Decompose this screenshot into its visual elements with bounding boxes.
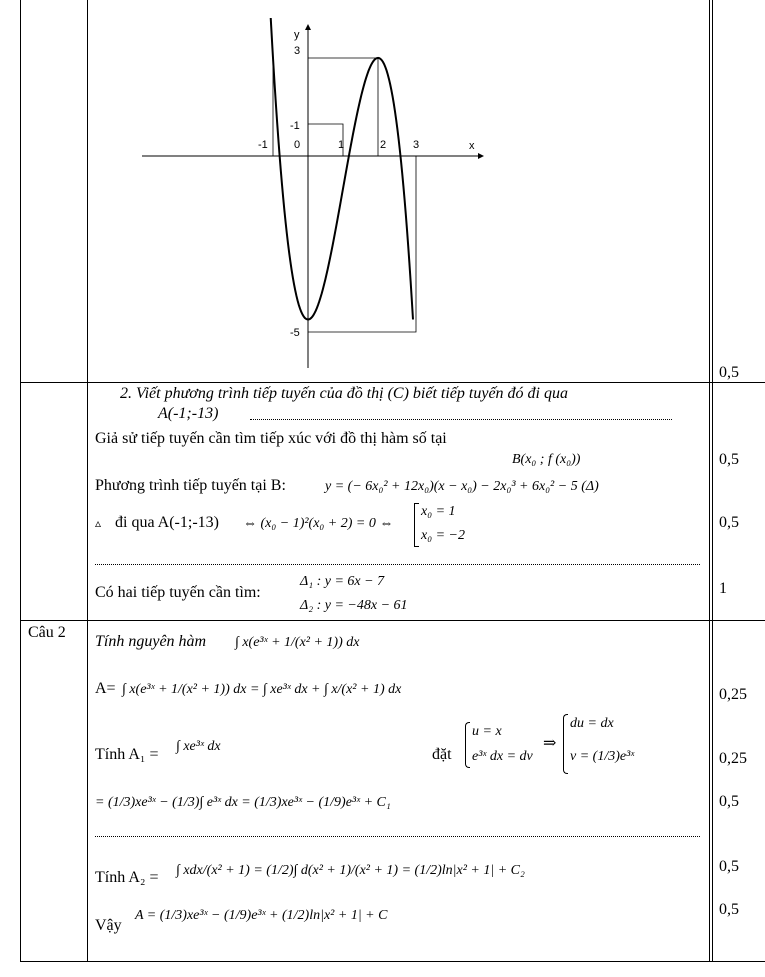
tick-x-3: 3: [413, 139, 420, 151]
tick-x-2: 2: [380, 139, 387, 151]
tangent-1: Δ₁ : y = 6x − 7: [300, 574, 385, 589]
substitution-du: du = dx: [570, 716, 614, 731]
guide-min: [308, 156, 416, 332]
substitution-dv: e³ˣ dx = dv: [472, 749, 533, 764]
score-a1-result: 0,5: [719, 793, 739, 810]
score-a: 0,25: [719, 686, 747, 703]
tangent-equation-label: Phương trình tiếp tuyến tại B:: [95, 477, 286, 494]
tick-x-0: 0: [294, 139, 301, 151]
substitution-v: v = (1/3)e³ˣ: [570, 749, 635, 764]
a1-result: = (1/3)xe³ˣ − (1/3)∫ e³ˣ dx = (1/3)xe³ˣ − (1/9)e³ˣ + C₁: [95, 795, 391, 810]
row2-score-2: 0,5: [719, 514, 739, 531]
tick-y-neg5: -5: [290, 327, 300, 339]
solution-2: x₀ = −2: [421, 528, 465, 543]
x-axis-arrow: [478, 153, 484, 159]
row-divider-2: [20, 620, 765, 621]
solution-bracket: [414, 503, 419, 547]
row2-dots: [95, 564, 700, 565]
row3-dots: [95, 836, 700, 837]
table-border-col3: [712, 0, 713, 962]
point-b: B(x₀ ; f (x₀)): [512, 452, 581, 467]
a-formula: ∫ x(e³ˣ + 1/(x² + 1)) dx = ∫ xe³ˣ dx + ∫ x/(x² + 1) dx: [122, 682, 402, 697]
table-border-bottom: [20, 961, 765, 962]
table-border-col1: [87, 0, 88, 962]
tick-x-1: 1: [338, 139, 345, 151]
tick-y-3: 3: [294, 45, 301, 57]
table-border-col2: [709, 0, 710, 962]
table-border-left: [20, 0, 21, 962]
a1-formula: ∫ xe³ˣ dx: [176, 739, 221, 754]
row1-score: 0,5: [719, 364, 739, 381]
final-formula: A = (1/3)xe³ˣ − (1/9)e³ˣ + (1/2)ln|x² + 1| + C: [135, 908, 388, 923]
question-title-formula: ∫ x(e³ˣ + 1/(x² + 1)) dx: [235, 635, 360, 650]
function-graph: [140, 18, 500, 368]
y-axis-arrow: [305, 24, 311, 30]
line-tangent-assume: Giả sử tiếp tuyến cần tìm tiếp xúc với đồ thị hàm số tại: [95, 430, 447, 447]
axis-y-label: y: [294, 29, 300, 41]
question-label: Câu 2: [28, 624, 66, 641]
score-a2: 0,5: [719, 858, 739, 875]
passes-through-label: đi qua A(-1;-13): [115, 514, 219, 531]
row2-score-1: 0,5: [719, 451, 739, 468]
question-title: Tính nguyên hàm: [95, 633, 207, 650]
substitution-brace-left: [465, 722, 470, 768]
tick-y-neg1: -1: [290, 120, 300, 132]
heading-dots: [250, 419, 672, 420]
two-tangents-label: Có hai tiếp tuyến cần tìm:: [95, 584, 261, 601]
score-final: 0,5: [719, 901, 739, 918]
score-a1: 0,25: [719, 750, 747, 767]
tick-x-neg1: -1: [258, 139, 268, 151]
triangle-symbol: ▵: [95, 516, 102, 530]
substitution-label: đặt: [432, 746, 452, 763]
a2-formula: ∫ xdx/(x² + 1) = (1/2)∫ d(x² + 1)/(x² + 1) = (1/2)ln|x² + 1| + C₂: [176, 863, 525, 878]
row2-score-3: 1: [719, 580, 727, 597]
solution-1: x₀ = 1: [421, 504, 456, 519]
substitution-u: u = x: [472, 724, 502, 739]
final-label: Vậy: [95, 917, 122, 934]
tangent-2: Δ₂ : y = −48x − 61: [300, 598, 408, 613]
substitution-brace-right: [563, 714, 568, 774]
a1-label: Tính A₁ =: [95, 746, 159, 763]
cubic-curve: [269, 18, 413, 320]
tangent-equation-formula: y = (− 6x₀² + 12x₀)(x − x₀) − 2x₀³ + 6x₀² − 5 (Δ): [325, 479, 599, 494]
row-divider-1: [20, 382, 765, 383]
axis-x-label: x: [469, 140, 475, 152]
passes-through-formula: ⇔ (x₀ − 1)²(x₀ + 2) = 0 ⇔: [243, 516, 394, 531]
section-heading-line2: A(-1;-13): [158, 405, 219, 422]
a-label: A=: [95, 680, 116, 697]
substitution-arrow: ⇒: [543, 735, 557, 752]
a2-label: Tính A₂ =: [95, 869, 159, 886]
section-heading-line1: 2. Viết phương trình tiếp tuyến của đồ thị (C) biết tiếp tuyến đó đi qua: [120, 385, 568, 402]
